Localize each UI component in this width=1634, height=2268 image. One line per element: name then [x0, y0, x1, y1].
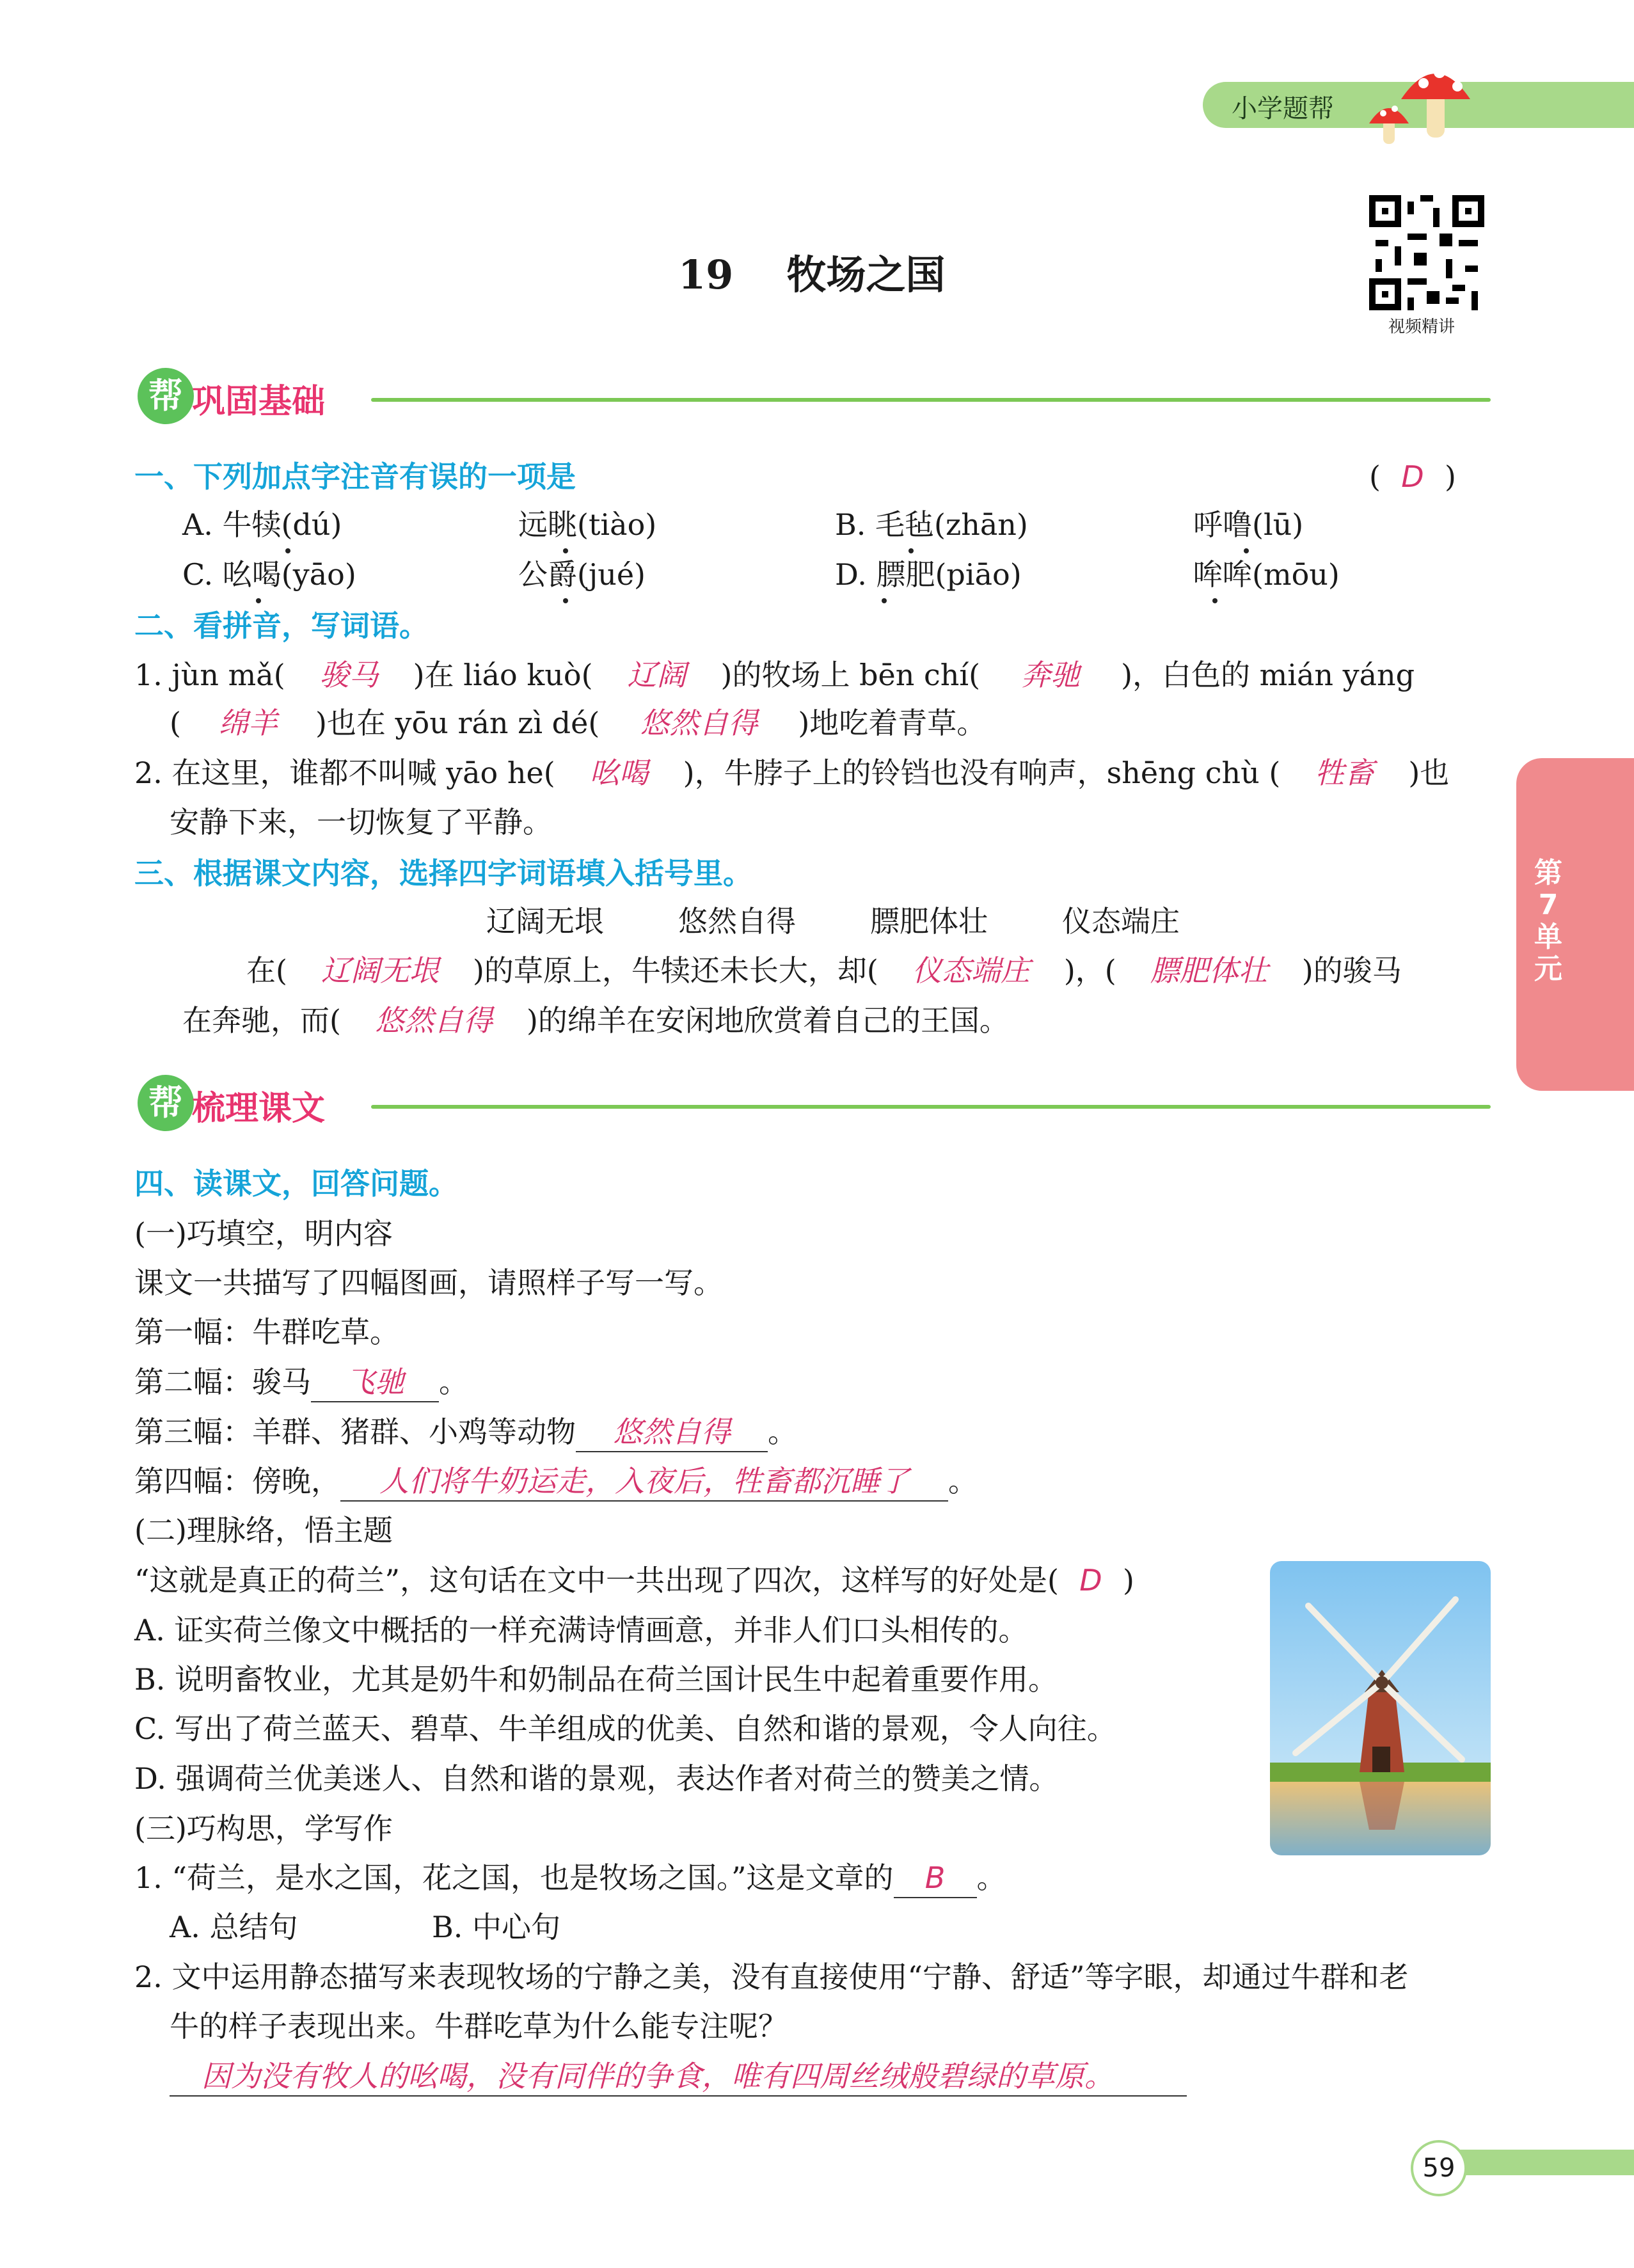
q4-frame-3-answer: 悠然自得: [576, 1413, 768, 1452]
q3-answer: 膘肥体壮: [1150, 953, 1268, 988]
q2-line: 1. jùn mǎ( 骏马 )在 liáo kuò( 辽阔 )的牧场上 bēn chí( 奔驰 )，白色的 mián yáng: [134, 656, 1415, 694]
q4-title: 四、读课文，回答问题。: [134, 1166, 458, 1201]
q4-part2-question: “这就是真正的荷兰”，这句话在文中一共出现了四次，这样写的好处是( D ): [134, 1561, 1134, 1599]
q3-option: 仪态端庄: [1062, 904, 1180, 939]
q4-part3-q1-answer: B: [894, 1859, 977, 1898]
mushroom-icon: [1356, 54, 1478, 147]
q4-part3-q2: 牛的样子表现出来。牛群吃草为什么能专注呢？: [170, 2009, 788, 2043]
section-rule: [371, 1105, 1491, 1109]
section-rule: [371, 398, 1491, 402]
q1-option: 呼噜(lū): [1193, 507, 1304, 542]
q4-frame-4: 第四幅：傍晚， 人们将牛奶运走，入夜后，牲畜都沉睡了 。: [134, 1462, 978, 1502]
q1-answer-box[interactable]: ( D ): [1369, 457, 1456, 496]
q4-part2-option: A. 证实荷兰像文中概括的一样充满诗情画意，并非人们口头相传的。: [134, 1613, 1028, 1647]
emphasis-dot: [563, 548, 568, 553]
q2-line: 安静下来，一切恢复了平静。: [170, 805, 552, 839]
emphasis-dot: [908, 548, 914, 553]
emphasis-dot: [1212, 598, 1218, 603]
q1-option: B. 毛毡(zhān): [835, 507, 1028, 542]
emphasis-dot: [1244, 548, 1249, 553]
lesson-title: [678, 243, 945, 300]
unit-tab-label: 第7单元: [1534, 857, 1562, 985]
q4-frame-1: 第一幅：牛群吃草。: [134, 1315, 399, 1349]
q2-answer: 辽阔: [627, 658, 686, 692]
emphasis-dot: [563, 598, 568, 603]
q4-part2-option: B. 说明畜牧业，尤其是奶牛和奶制品在荷兰国计民生中起着重要作用。: [134, 1662, 1058, 1697]
q4-part3-option: B. 中心句: [432, 1910, 561, 1944]
q3-line: 在奔驰，而( 悠然自得 )的绵羊在安闲地欣赏着自己的王国。: [182, 1001, 1009, 1040]
section-title-sort: 梳理课文: [192, 1090, 326, 1128]
q3-option: 膘肥体壮: [870, 904, 988, 939]
section-badge: 帮: [138, 1075, 194, 1131]
lesson-number: 19: [678, 251, 734, 298]
q4-part2-option: D. 强调荷兰优美迷人、自然和谐的景观，表达作者对荷兰的赞美之情。: [134, 1761, 1059, 1796]
q1-option: C. 吆喝(yāo): [182, 557, 356, 592]
q2-answer: 绵羊: [218, 706, 278, 740]
q3-line: 在( 辽阔无垠 )的草原上，牛犊还未长大，却( 仪态端庄 )，( 膘肥体壮 )的骏马: [246, 951, 1402, 990]
q3-answer: 辽阔无垠: [321, 953, 439, 988]
q4-part3-title: (三)巧构思，学写作: [134, 1811, 393, 1846]
q1-answer: D: [1401, 459, 1424, 494]
q2-answer: 牲畜: [1315, 756, 1374, 790]
q3-option: 辽阔无垠: [486, 904, 604, 939]
emphasis-dot: [256, 598, 261, 603]
q4-part3-q1: 1. “荷兰，是水之国，花之国，也是牧场之国。”这是文章的 B 。: [134, 1859, 1006, 1898]
q4-part3-option: A. 总结句: [170, 1910, 298, 1944]
q1-option: 远眺(tiào): [518, 507, 657, 542]
q2-answer: 奔驰: [1021, 658, 1081, 692]
q1-option: D. 膘肥(piāo): [835, 557, 1022, 592]
q4-frame-2-answer: 飞驰: [311, 1363, 439, 1402]
q4-part2-answer: D: [1079, 1563, 1102, 1598]
q1-option: 公爵(jué): [518, 557, 646, 592]
q4-part2-option: C. 写出了荷兰蓝天、碧草、牛羊组成的优美、自然和谐的景观，令人向往。: [134, 1711, 1116, 1746]
q1-option: 哞哞(mōu): [1193, 557, 1340, 592]
q1-option: A. 牛犊(dú): [182, 507, 342, 542]
q4-frame-4-answer: 人们将牛奶运走，入夜后，牲畜都沉睡了: [340, 1462, 948, 1502]
q3-option: 悠然自得: [678, 904, 796, 939]
q4-frame-3: 第三幅：羊群、猪群、小鸡等动物 悠然自得 。: [134, 1413, 797, 1452]
q4-frame-2: 第二幅：骏马 飞驰 。: [134, 1363, 468, 1402]
q4-part3-q2: 2. 文中运用静态描写来表现牧场的宁静之美，没有直接使用“宁静、舒适”等字眼，却通过牛群和老: [134, 1960, 1409, 1994]
q4-part3-q2-answer-line: [170, 2057, 1187, 2097]
brand-label: 小学题帮: [1232, 94, 1334, 123]
page-number: 59: [1411, 2140, 1467, 2196]
section-badge: 帮: [138, 368, 194, 424]
qr-code[interactable]: [1369, 195, 1484, 313]
emphasis-dot: [882, 598, 887, 603]
lesson-name: 牧场之国: [786, 251, 946, 298]
q1-title: 一、下列加点字注音有误的一项是: [134, 459, 576, 494]
q2-line: ( 绵羊 )也在 yōu rán zì dé( 悠然自得 )地吃着青草。: [170, 704, 986, 742]
q2-answer: 骏马: [319, 658, 379, 692]
q2-answer: 悠然自得: [640, 706, 758, 740]
emphasis-dot: [285, 548, 290, 553]
q3-title: 三、根据课文内容，选择四字词语填入括号里。: [134, 856, 752, 891]
q4-part1-intro: 课文一共描写了四幅图画，请照样子写一写。: [134, 1265, 723, 1300]
qr-caption: 视频精讲: [1388, 317, 1456, 337]
q3-answer: 悠然自得: [374, 1003, 493, 1038]
q2-title: 二、看拼音，写词语。: [134, 608, 429, 643]
q4-part3-q2-answer: 因为没有牧人的吆喝，没有同伴的争食，唯有四周丝绒般碧绿的草原。: [202, 2059, 1114, 2093]
q2-answer: 吆喝: [589, 756, 649, 790]
q4-part2-title: (二)理脉络，悟主题: [134, 1513, 393, 1548]
q3-answer: 仪态端庄: [912, 953, 1030, 988]
q4-part1-title: (一)巧填空，明内容: [134, 1216, 393, 1251]
section-title-basics: 巩固基础: [192, 383, 326, 421]
q2-line: 2. 在这里，谁都不叫喊 yāo he( 吆喝 )，牛脖子上的铃铛也没有响声，shēng chù ( 牲畜 )也: [134, 754, 1449, 792]
windmill-illustration: [1270, 1561, 1491, 1855]
